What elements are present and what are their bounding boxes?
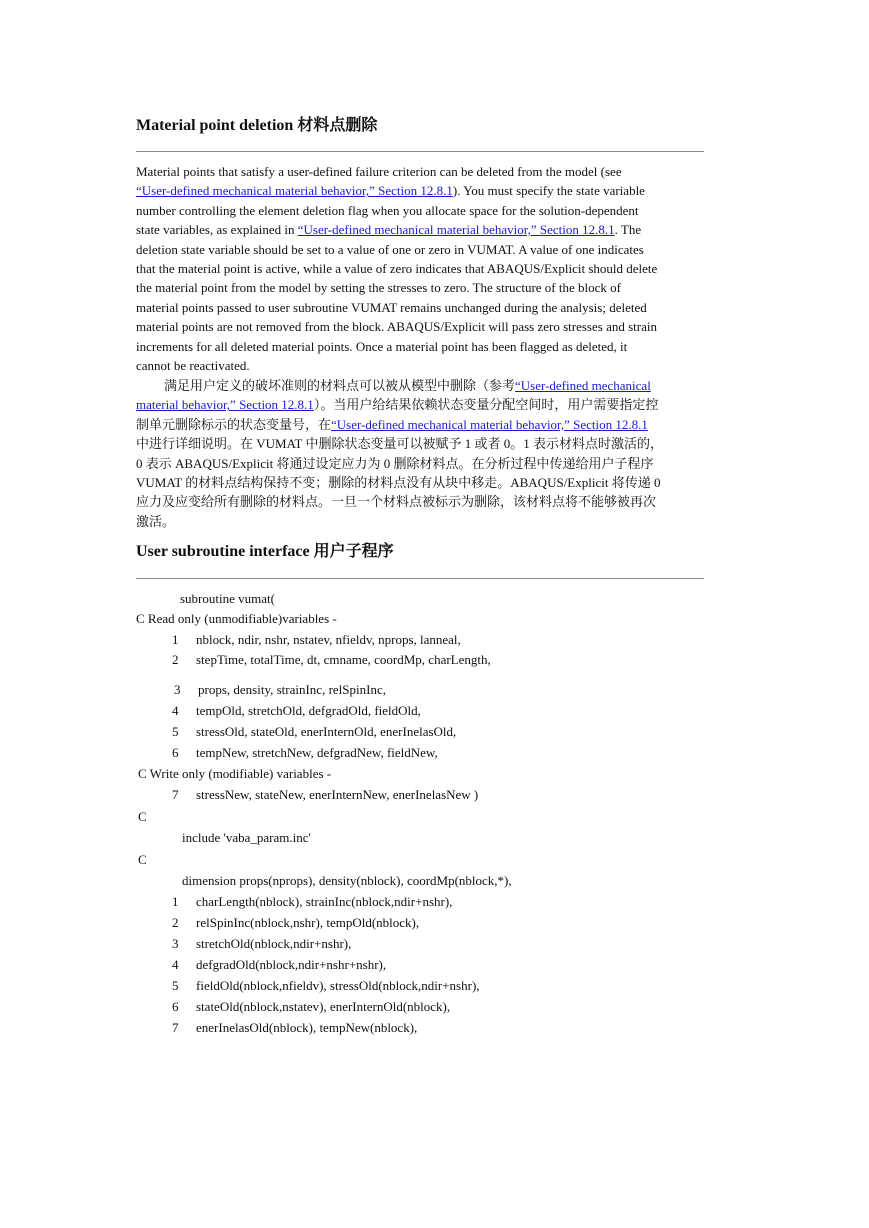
text-line [136, 298, 736, 317]
code-line [172, 630, 461, 650]
code-text: charLength(nblock), strainInc(nblock,ndir+nshr), [196, 894, 453, 909]
text-segment: 激活。 [136, 513, 176, 529]
text-line [136, 317, 736, 336]
text-line [136, 259, 736, 278]
continuation-number: 2 [172, 652, 179, 667]
text-segment: 中进行详细说明。在 VUMAT 中删除状态变量可以被赋予 1 或者 0。1 表示材料点时激活的， [136, 436, 663, 452]
text-segment: VUMAT 的材料点结构保持不变；删除的材料点没有从块中移走。ABAQUS/Explicit 将传递 0 [136, 475, 661, 491]
code-line [172, 785, 478, 805]
code-text: stressOld, stateOld, enerInternOld, enerInelasOld, [196, 724, 457, 739]
code-text: subroutine vumat( [180, 591, 275, 606]
continuation-number: 4 [172, 957, 179, 972]
heading-rule [136, 578, 704, 579]
code-text: stepTime, totalTime, dt, cmname, coordMp, charLength, [196, 652, 491, 667]
code-line [172, 701, 421, 721]
code-line [182, 871, 512, 891]
english-paragraph [136, 162, 736, 375]
text-line [136, 434, 736, 453]
code-text: stateOld(nblock,nstatev), enerInternOld(nblock), [196, 999, 451, 1014]
continuation-number: 3 [172, 936, 179, 951]
heading-rule [136, 151, 704, 152]
text-segment: cannot be reactivated. [136, 358, 250, 374]
code-line [172, 892, 452, 912]
text-segment: ). You must specify the state variable [452, 183, 645, 199]
continuation-number: 7 [172, 1020, 179, 1035]
text-segment: state variables, as explained in [136, 222, 298, 238]
text-line [136, 337, 736, 356]
continuation-number: 5 [172, 978, 179, 993]
text-segment: . The [614, 222, 642, 238]
code-line [138, 807, 147, 827]
section-reference-link[interactable]: “User-defined mechanical material behavior,” Section 12.8.1 [331, 416, 648, 432]
text-line [136, 454, 736, 473]
code-line [172, 913, 419, 933]
code-line [174, 680, 386, 700]
code-line [182, 828, 311, 848]
code-line [136, 609, 337, 629]
text-line [136, 201, 736, 220]
section-reference-link[interactable]: material behavior,” Section 12.8.1 [136, 397, 314, 413]
continuation-number: 5 [172, 724, 179, 739]
code-text: stretchOld(nblock,ndir+nshr), [196, 936, 352, 951]
text-segment: deletion state variable should be set to a value of one or zero in VUMAT. A value of one indicates [136, 241, 644, 257]
text-line [136, 415, 736, 434]
code-text: C Read only (unmodifiable)variables - [136, 611, 337, 626]
text-segment: 满足用户定义的破坏准则的材料点可以被从模型中删除（参考 [164, 378, 516, 393]
text-segment: number controlling the element deletion flag when you allocate space for the solution-dependent [136, 202, 639, 218]
text-line [136, 473, 736, 492]
text-segment: increments for all deleted material points. Once a material point has been flagged as deleted, it [136, 338, 628, 354]
code-line [172, 743, 438, 763]
text-line [136, 220, 736, 239]
continuation-number: 6 [172, 999, 179, 1014]
code-line [138, 850, 147, 870]
section-reference-link[interactable]: “User-defined mechanical material behavior,” Section 12.8.1 [297, 222, 615, 238]
section-reference-link[interactable]: “User-defined mechanical [515, 378, 651, 393]
code-text: tempNew, stretchNew, defgradNew, fieldNew, [196, 745, 438, 760]
section-heading-user-subroutine-interface: User subroutine interface 用户子程序 [136, 543, 394, 560]
code-line [172, 650, 491, 670]
code-text: nblock, ndir, nshr, nstatev, nfieldv, nprops, lanneal, [196, 632, 461, 647]
text-line [136, 181, 736, 200]
code-line [172, 976, 480, 996]
code-text: enerInelasOld(nblock), tempNew(nblock), [196, 1020, 418, 1035]
section-reference-link[interactable]: “User-defined mechanical material behavior,” Section 12.8.1 [136, 183, 453, 199]
code-text: C [138, 852, 147, 867]
text-segment: material points passed to user subroutine VUMAT remains unchanged during the analysis; deleted [136, 299, 647, 315]
code-text: defgradOld(nblock,ndir+nshr+nshr), [196, 957, 387, 972]
continuation-number: 7 [172, 787, 179, 802]
text-segment: 制单元删除标示的状态变量号，在 [136, 416, 332, 432]
continuation-number: 4 [172, 703, 179, 718]
continuation-number: 3 [174, 682, 181, 697]
code-text: props, density, strainInc, relSpinInc, [198, 682, 386, 697]
code-text: tempOld, stretchOld, defgradOld, fieldOld, [196, 703, 421, 718]
text-line [136, 395, 736, 414]
text-line [136, 162, 736, 181]
code-text: relSpinInc(nblock,nshr), tempOld(nblock), [196, 915, 420, 930]
code-text: C Write only (modifiable) variables - [138, 766, 332, 781]
code-line [172, 1018, 417, 1038]
text-segment: Material points that satisfy a user-defined failure criterion can be deleted from the model (see [136, 164, 622, 179]
code-text: dimension props(nprops), density(nblock), coordMp(nblock,*), [182, 873, 512, 888]
continuation-number: 2 [172, 915, 179, 930]
code-text: C [138, 809, 147, 824]
text-line [136, 240, 736, 259]
text-segment: ）。当用户给结果依赖状态变量分配空间时，用户需要指定控 [313, 397, 659, 413]
text-line [136, 512, 736, 531]
text-line [136, 492, 736, 511]
text-segment: material points are not removed from the block. ABAQUS/Explicit will pass zero stresses and strain [136, 319, 657, 335]
code-text: stressNew, stateNew, enerInternNew, enerInelasNew ) [196, 787, 479, 802]
code-line [172, 997, 450, 1017]
text-line [136, 278, 736, 297]
continuation-number: 1 [172, 894, 179, 909]
text-line [136, 376, 736, 395]
chinese-paragraph [136, 376, 736, 531]
text-segment: that the material point is active, while a value of zero indicates that ABAQUS/Explicit should delete [136, 261, 658, 277]
code-line [180, 589, 275, 609]
code-line [172, 722, 456, 742]
continuation-number: 1 [172, 632, 179, 647]
code-line [172, 934, 351, 954]
code-line [172, 955, 386, 975]
continuation-number: 6 [172, 745, 179, 760]
code-text: fieldOld(nblock,nfieldv), stressOld(nblock,ndir+nshr), [196, 978, 480, 993]
section-heading-material-point-deletion: Material point deletion 材料点删除 [136, 117, 378, 134]
code-text: include 'vaba_param.inc' [182, 830, 311, 845]
text-line [136, 356, 736, 375]
text-segment: 应力及应变给所有删除的材料点。一旦一个材料点被标示为删除，该材料点将不能够被再次 [136, 494, 657, 510]
code-line [138, 764, 331, 784]
text-segment: the material point from the model by setting the stresses to zero. The structure of the block of [136, 280, 621, 296]
text-segment: 0 表示 ABAQUS/Explicit 将通过设定应力为 0 删除材料点。在分析过程中传递给用户子程序 [136, 455, 654, 471]
